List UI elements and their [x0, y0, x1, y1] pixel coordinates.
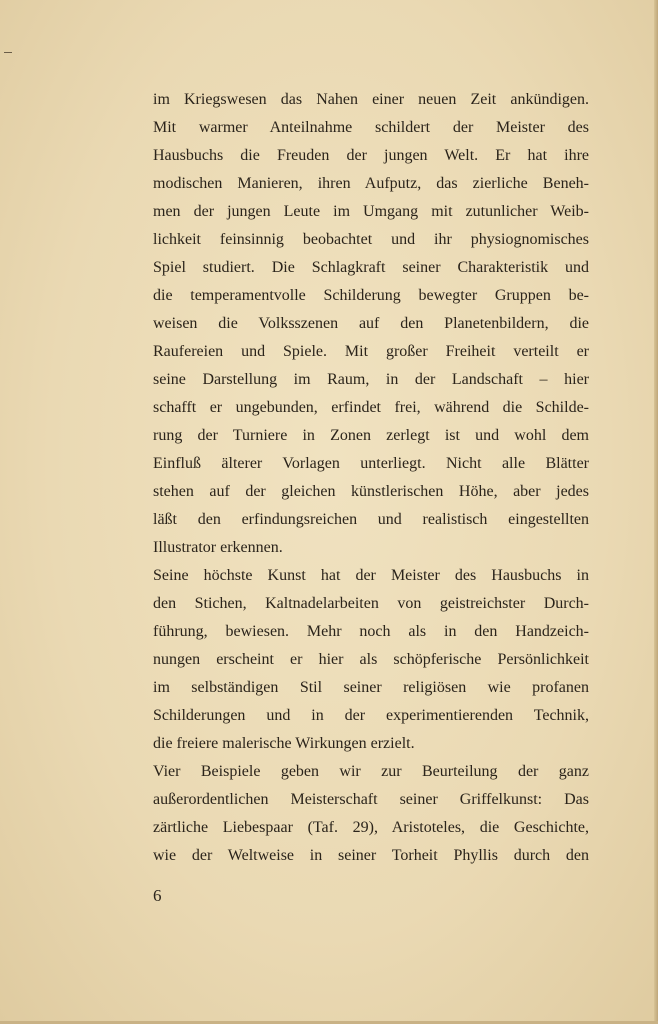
text-line: zärtliche Liebespaar (Taf. 29), Aristoteles, die Geschichte,	[153, 819, 589, 836]
text-line: schafft er ungebunden, erfindet frei, während die Schilde-	[153, 399, 589, 416]
text-line: lichkeit feinsinnig beobachtet und ihr physiognomisches	[153, 231, 589, 248]
text-line: Hausbuchs die Freuden der jungen Welt. Er hat ihre	[153, 147, 589, 164]
page-edge	[654, 0, 658, 1024]
text-line: stehen auf der gleichen künstlerischen Höhe, aber jedes	[153, 483, 589, 500]
text-line: die freiere malerische Wirkungen erzielt.	[153, 735, 415, 752]
text-line: Mit warmer Anteilnahme schildert der Meister des	[153, 119, 589, 136]
text-line: Einfluß älterer Vorlagen unterliegt. Nicht alle Blätter	[153, 455, 589, 472]
text-line: modischen Manieren, ihren Aufputz, das zierliche Beneh-	[153, 175, 589, 192]
text-line: führung, bewiesen. Mehr noch als in den Handzeich-	[153, 623, 589, 640]
text-line: nungen erscheint er hier als schöpferische Persönlichkeit	[153, 651, 589, 668]
text-line: Seine höchste Kunst hat der Meister des Hausbuchs in	[153, 567, 589, 584]
body-text	[153, 86, 589, 870]
text-line: wie der Weltweise in seiner Torheit Phyllis durch den	[153, 847, 589, 864]
text-line: men der jungen Leute im Umgang mit zutunlicher Weib-	[153, 203, 589, 220]
text-line: Vier Beispiele geben wir zur Beurteilung der ganz	[153, 763, 589, 780]
text-line: rung der Turniere in Zonen zerlegt ist und wohl dem	[153, 427, 589, 444]
text-line: seine Darstellung im Raum, in der Landschaft – hier	[153, 371, 589, 388]
text-line: Raufereien und Spiele. Mit großer Freiheit verteilt er	[153, 343, 589, 360]
text-line: Illustrator erkennen.	[153, 539, 283, 556]
text-line: die temperamentvolle Schilderung bewegter Gruppen be-	[153, 287, 589, 304]
text-line: im selbständigen Stil seiner religiösen wie profanen	[153, 679, 589, 696]
text-line: läßt den erfindungsreichen und realistisch eingestellten	[153, 511, 589, 528]
text-line: weisen die Volksszenen auf den Planetenbildern, die	[153, 315, 589, 332]
page-number: 6	[153, 886, 162, 905]
text-line: im Kriegswesen das Nahen einer neuen Zeit ankündigen.	[153, 91, 589, 108]
text-line: außerordentlichen Meisterschaft seiner Griffelkunst: Das	[153, 791, 589, 808]
scan-mark	[4, 52, 12, 53]
text-line: Schilderungen und in der experimentierenden Technik,	[153, 707, 589, 724]
text-line: den Stichen, Kaltnadelarbeiten von geistreichster Durch-	[153, 595, 589, 612]
text-line: Spiel studiert. Die Schlagkraft seiner Charakteristik und	[153, 259, 589, 276]
